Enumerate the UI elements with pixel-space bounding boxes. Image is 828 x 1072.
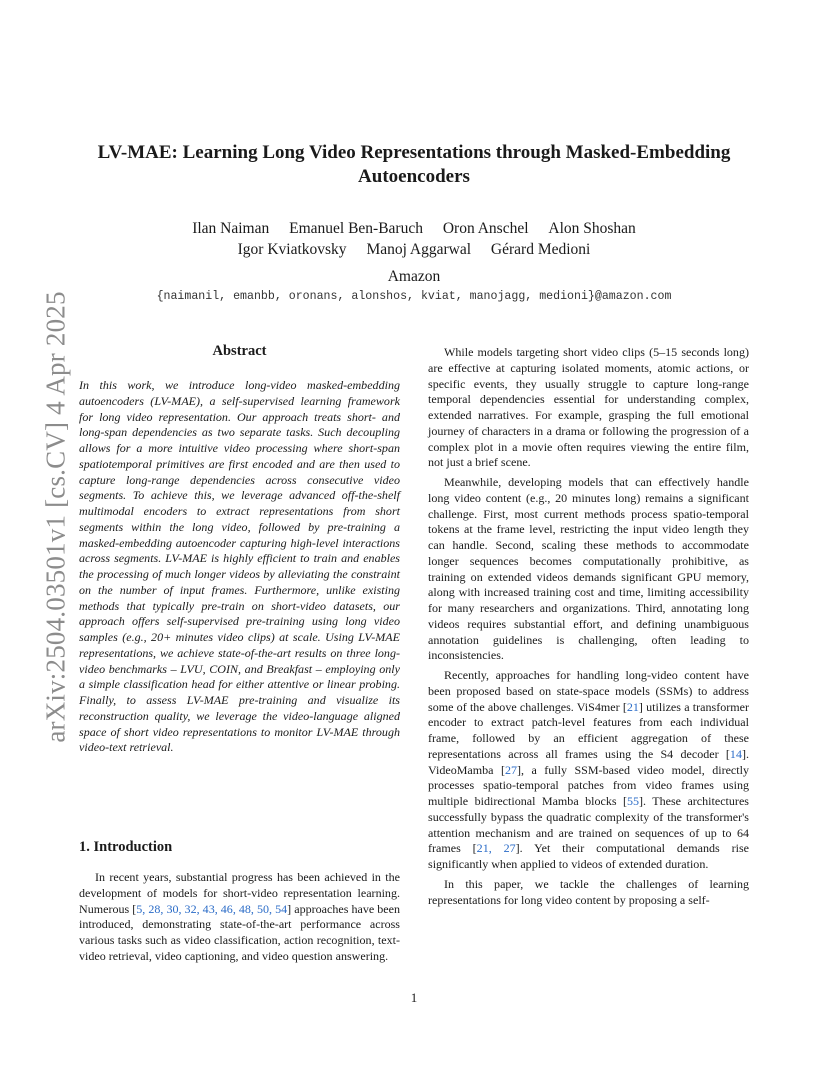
author-name: Ilan Naiman [192,220,270,237]
intro-paragraph-3: Meanwhile, developing models that can effectively handle long video content (e.g., 20 minutes long) remains a significant challenge. First, most current methods process spatio-temporal tokens at the frame level, restricting the input video length they can handle. Second, scaling these methods to accommodate longer sequences becomes computationally prohibitive, as training on extended videos demands significant GPU memory, along with increased training cost and time, limiting accessibility for many researchers and organizations. Third, annotating long videos requires substantial effort, and defining unambiguous annotation guidelines is challenging, often leading to inconsistencies. [428,475,749,663]
author-name: Oron Anschel [442,220,529,237]
paper-title [60,141,768,189]
abstract-heading: Abstract [212,343,267,359]
citation-link[interactable]: 14 [729,746,742,761]
author-name: Emanuel Ben-Baruch [289,220,423,237]
author-list [60,218,768,260]
intro-paragraph-5: In this paper, we tackle the challenges of learning representations for long video content by proposing a self- [428,876,749,907]
intro-text: ] approaches have been introduced, demonstrating state-of-the-art performance across various tasks such as video classification, action recognition, text-video retrieval, video captioning, and video question answering. [79,901,400,963]
intro-text: In recent years, substantial progress has been achieved in the development of models for short-video representation learning. Numerous [ [79,870,400,916]
intro-paragraph-1 [79,870,400,965]
section-heading-introduction: 1. Introduction [79,839,173,855]
abstract-text: In this work, we introduce long-video masked-embedding autoencoders (LV-MAE), a self-supervised learning framework for long video representation. Our approach treats short- and long-span dependencies as two separate tasks. Such decoupling allows for a more intuitive video processing where short-span spatiotemporal primitives are first encoded and are then used to capture long-range dependencies across consecutive video segments. To achieve this, we leverage advanced off-the-shelf multimodal encoders to extract representations from short segments within the long video, followed by pre-training a masked-embedding autoencoder capturing high-level interactions across segments. LV-MAE is highly efficient to train and enables the processing of much longer videos by alleviating the constraint on the number of input frames. Furthermore, unlike existing methods that typically pre-train on short-video datasets, our approach offers self-supervised pre-training using long video samples (e.g., 20+ minutes video clips) at scale. Using LV-MAE representations, we achieve state-of-the-art results on three long-video benchmarks – LVU, COIN, and Breakfast – employing only a simple classification head for either attentive or linear probing. Finally, to assess LV-MAE pre-training and visualize its reconstruction quality, we leverage the video-language aligned space of short video representations to monitor LV-MAE through video-text retrieval. [79,378,400,755]
author-name: Manoj Aggarwal [366,241,472,258]
citation-link[interactable]: 5, 28, 30, 32, 43, 46, 48, 50, 54 [136,901,288,916]
citation-link[interactable]: 21, 27 [476,841,516,856]
citation-link[interactable]: 21 [626,699,639,714]
title-line-1: LV-MAE: Learning Long Video Representations through Masked-Embedding [97,142,731,163]
intro-paragraph-2: While models targeting short video clips (5–15 seconds long) are effective at capturing isolated moments, atomic actions, or specific events, they usually struggle to capture long-range temporal dependencies essential for understanding complex, extended narratives. For example, grasping the full emotional journey of characters in a drama or following the progression of a complex plot in a movie often requires viewing the entire film, not just a brief scene. [428,345,749,470]
title-line-2: Autoencoders [358,166,470,187]
author-row-2 [60,239,768,260]
citation-link[interactable]: 55 [626,794,640,808]
author-name: Gérard Medioni [490,241,591,258]
affiliation: Amazon [387,268,441,285]
page-number: 1 [410,990,418,1005]
author-name: Igor Kviatkovsky [237,241,347,258]
author-emails: {naimanil, emanbb, oronans, alonshos, kviat, manojagg, medioni}@amazon.com [156,290,672,303]
citation-link[interactable]: 27 [504,762,518,777]
author-row-1 [60,218,768,239]
right-column [428,345,749,908]
intro-paragraph-4: Recently, approaches for handling long-video content have been proposed based on state-space models (SSMs) to address some of the above challenges. ViS4mer [21] utilizes a transformer encoder to extract patch-level features from each individual frame, followed by an efficient aggregation of these representations across all frames using the S4 decoder [14]. VideoMamba [27], a fully SSM-based video model, directly processes spatio-temporal patches from video frames using multiple bidirectional Mamba blocks [55]. These architectures successfully bypass the quadratic complexity of the transformer's attention mechanism and are trained on sequences of up to 64 frames [21, 27]. Yet their computational demands rise significantly when applied to videos of extended duration. [428,668,749,871]
author-name: Alon Shoshan [548,220,636,237]
arxiv-identifier: arXiv:2504.03501v1 [cs.CV] 4 Apr 2025 [40,291,71,743]
abstract-body [79,378,400,756]
